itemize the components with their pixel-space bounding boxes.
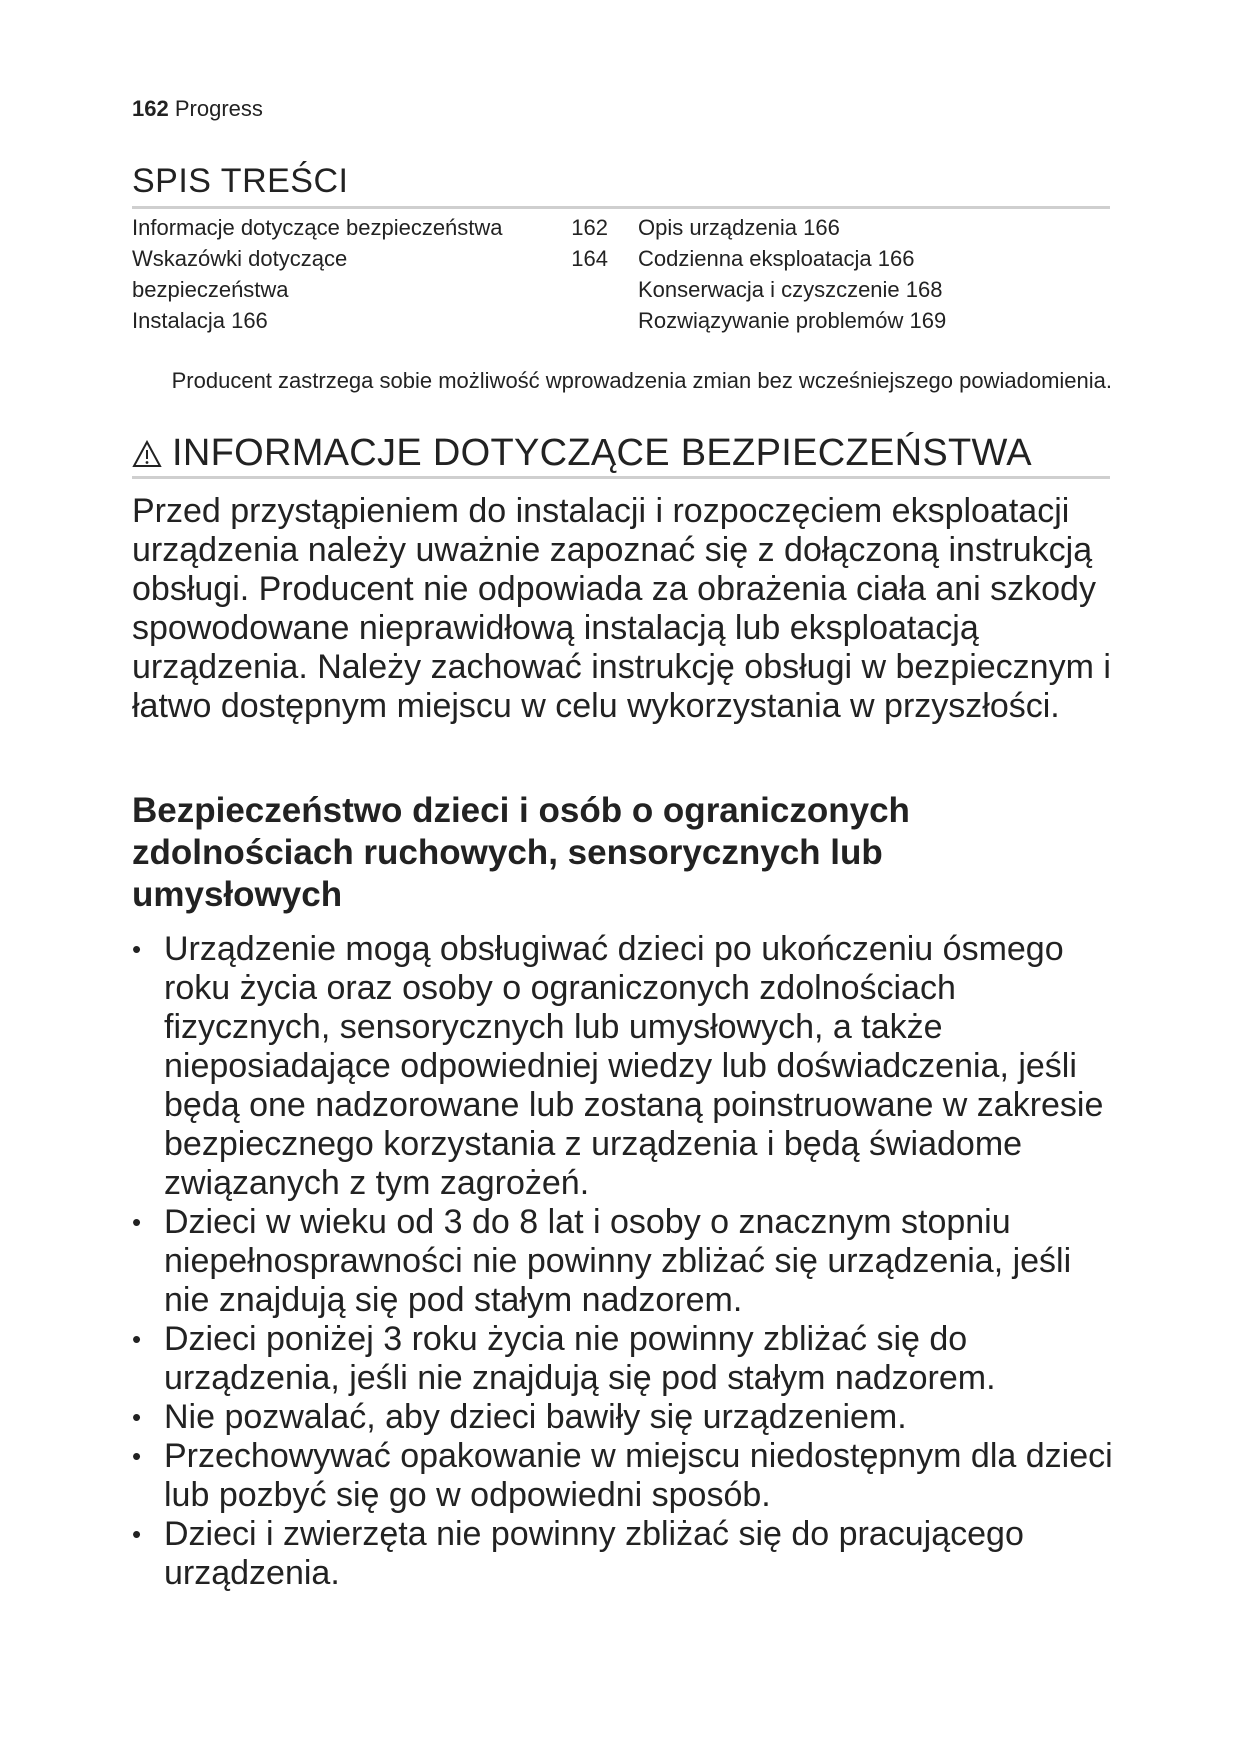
page-header: [132, 96, 263, 122]
list-item-text: Dzieci i zwierzęta nie powinny zbliżać się do pracującego urządzenia.: [164, 1515, 1024, 1592]
toc-entry-label: Instalacja: [132, 308, 225, 333]
list-item: [128, 1398, 1118, 1437]
toc-entry[interactable]: [638, 212, 1108, 243]
list-item: [128, 1515, 1118, 1593]
toc-entry[interactable]: [132, 305, 608, 336]
bullet-icon: •: [132, 1519, 142, 1549]
toc-entry[interactable]: [638, 305, 1108, 336]
toc-entry[interactable]: [132, 243, 608, 305]
toc-entry-label: Codzienna eksploatacja: [638, 246, 872, 271]
toc-entry[interactable]: [132, 212, 608, 243]
section-heading: [132, 432, 1032, 475]
subsection-heading: Bezpieczeństwo dzieci i osób o ograniczonych zdolnościach ruchowych, sensorycznych lub umysłowych: [132, 791, 910, 914]
bullet-icon: •: [132, 934, 142, 964]
bullet-icon: •: [132, 1324, 142, 1354]
toc-divider: [132, 206, 1110, 209]
toc-entry-label: Konserwacja i czyszczenie: [638, 277, 900, 302]
list-item-text: Nie pozwalać, aby dzieci bawiły się urządzeniem.: [164, 1398, 907, 1436]
toc-entry-page: 166: [803, 215, 840, 240]
section-divider: [132, 476, 1110, 479]
toc-right-column: [638, 212, 1108, 336]
list-item-text: Dzieci poniżej 3 roku życia nie powinny zbliżać się do urządzenia, jeśli nie znajdują się pod stałym nadzorem.: [164, 1320, 996, 1397]
toc-entry-page: 169: [909, 308, 947, 333]
toc-entry-label: Informacje dotyczące bezpieczeństwa: [132, 215, 503, 240]
toc-entry-label: Wskazówki dotyczące bezpieczeństwa: [132, 246, 348, 302]
list-item-text: Urządzenie mogą obsługiwać dzieci po ukończeniu ósmego roku życia oraz osoby o ograniczonych zdolnościach fizycznych, sensorycznych lub umysłowych, a także nieposiadające odpowiedniej wiedzy lub doświadczenia, jeśli będą one nadzorowane lub zostaną poinstruowane w zakresie bezpiecznego korzystania z urządzenia i będą świadome związanych z tym zagrożeń.: [164, 930, 1104, 1202]
bullet-icon: •: [132, 1441, 142, 1471]
toc-entry-page: 164: [571, 246, 608, 271]
toc-title: SPIS TREŚCI: [132, 162, 349, 200]
list-item: [128, 1320, 1118, 1398]
toc-entry-label: Opis urządzenia: [638, 215, 797, 240]
section-title: INFORMACJE DOTYCZĄCE BEZPIECZEŃSTWA: [172, 432, 1032, 474]
toc-entry-label: Rozwiązywanie problemów: [638, 308, 904, 333]
toc-left-column: [132, 212, 608, 336]
brand-name: Progress: [174, 96, 263, 121]
list-item: [128, 1437, 1118, 1515]
toc-entry-page: 168: [905, 277, 943, 302]
warning-triangle-icon: [132, 440, 162, 468]
bullet-icon: •: [132, 1402, 142, 1432]
safety-bullet-list: [128, 930, 1118, 1593]
toc-entry-page: 162: [571, 215, 608, 240]
list-item-text: Dzieci w wieku od 3 do 8 lat i osoby o znacznym stopniu niepełnosprawności nie powinny zbliżać się urządzenia, jeśli nie znajdują się pod stałym nadzorem.: [164, 1203, 1072, 1319]
list-item: [128, 1203, 1118, 1320]
toc-entry-page: 166: [231, 308, 268, 333]
toc-entry-page: 166: [877, 246, 915, 271]
bullet-icon: •: [132, 1207, 142, 1237]
page-number: 162: [132, 96, 169, 121]
intro-paragraph: Przed przystąpieniem do instalacji i rozpoczęciem eksploatacji urządzenia należy uważnie zapoznać się z dołączoną instrukcją obsługi. Producent nie odpowiada za obrażenia ciała ani szkody spowodowane nieprawidłową instalacją lub eksploatacją urządzenia. Należy zachować instrukcję obsługi w bezpiecznym i łatwo dostępnym miejscu w celu wykorzystania w przyszłości.: [132, 492, 1111, 725]
change-notice: Producent zastrzega sobie możliwość wprowadzenia zmian bez wcześniejszego powiadomienia.: [171, 368, 1112, 393]
list-item-text: Przechowywać opakowanie w miejscu niedostępnym dla dzieci lub pozbyć się go w odpowiedni sposób.: [164, 1437, 1113, 1514]
list-item: [128, 930, 1118, 1203]
toc-entry[interactable]: [638, 274, 1108, 305]
toc-entry[interactable]: [638, 243, 1108, 274]
